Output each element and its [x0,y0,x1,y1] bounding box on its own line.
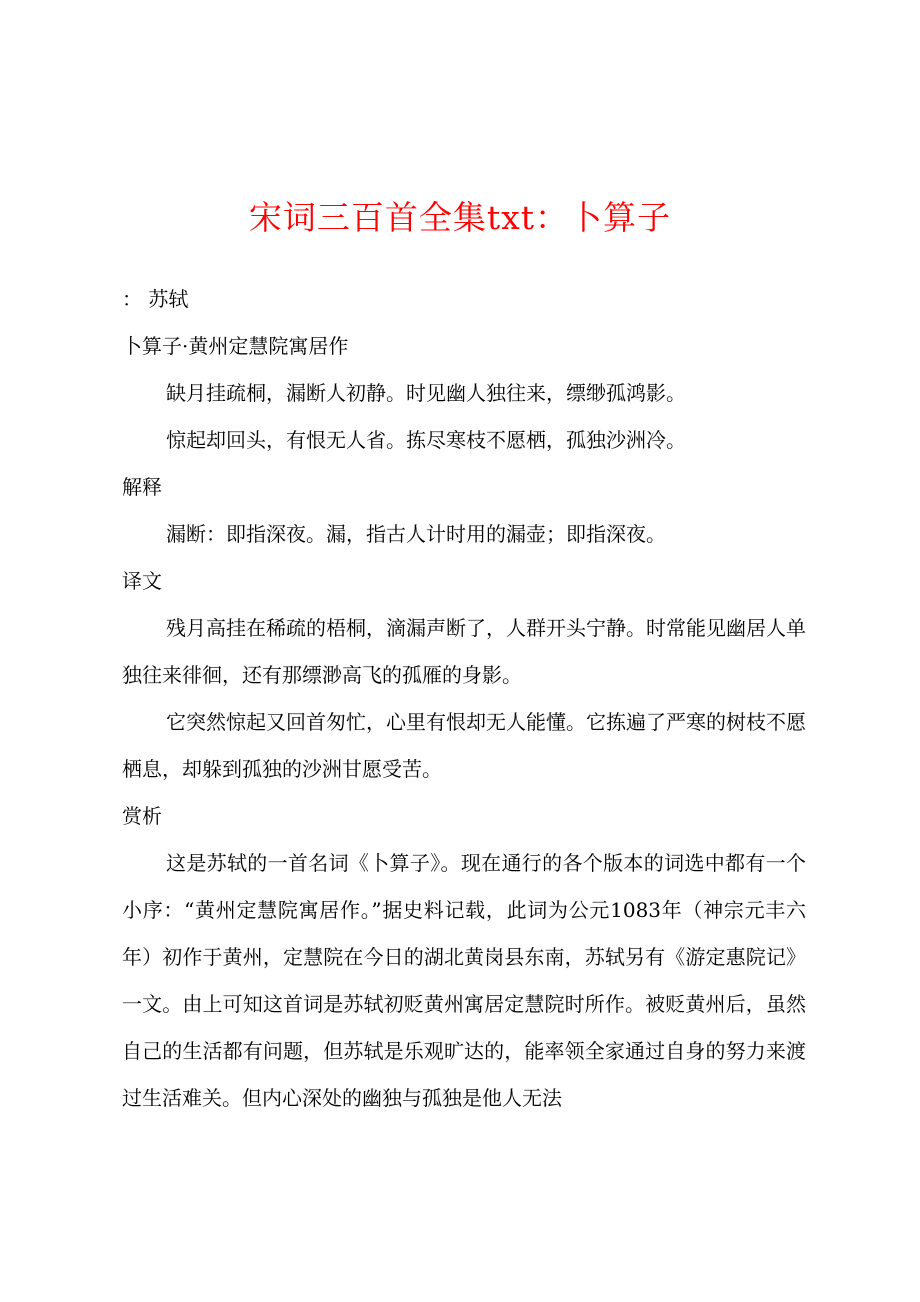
poem-title: 卜算子·黄州定慧院寓居作 [122,334,349,358]
document-body [122,276,806,1122]
author-line: ： 苏轼 [122,287,189,311]
document-title: 宋词三百首全集txt：卜算子 [248,198,672,237]
poem-line: 惊起却回头，有恨无人省。拣尽寒枝不愿栖，孤独沙洲冷。 [166,428,686,452]
appreciation-heading: 赏析 [122,804,162,828]
notes-heading: 解释 [122,475,162,499]
note-item: 漏断：即指深夜。漏，指古人计时用的漏壶；即指深夜。 [166,522,666,546]
appreciation-paragraph: 这是苏轼的一首名词《卜算子》。现在通行的各个版本的词选中都有一个小序：“黄州定慧院寓居作。”据史料记载，此词为公元1083年（神宗元丰六年）初作于黄州，定慧院在今日的湖北黄岗县东南，苏轼另有《游定惠院记》一文。由上可知这首词是苏轼初贬黄州寓居定慧院时所作。被贬黄州后，虽然自己的生活都有问题，但苏轼是乐观旷达的，能率领全家通过自身的努力来渡过生活难关。但内心深处的幽独与孤独是他人无法 [122,851,806,1110]
translation-paragraph: 它突然惊起又回首匆忙，心里有恨却无人能懂。它拣遍了严寒的树枝不愿栖息，却躲到孤独的沙洲甘愿受苦。 [122,710,806,781]
poem-line: 缺月挂疏桐，漏断人初静。时见幽人独往来，缥缈孤鸿影。 [166,381,686,405]
translation-paragraph: 残月高挂在稀疏的梧桐，滴漏声断了，人群开头宁静。时常能见幽居人单独往来徘徊，还有那缥渺高飞的孤雁的身影。 [122,616,806,687]
translation-heading: 译文 [122,569,162,593]
